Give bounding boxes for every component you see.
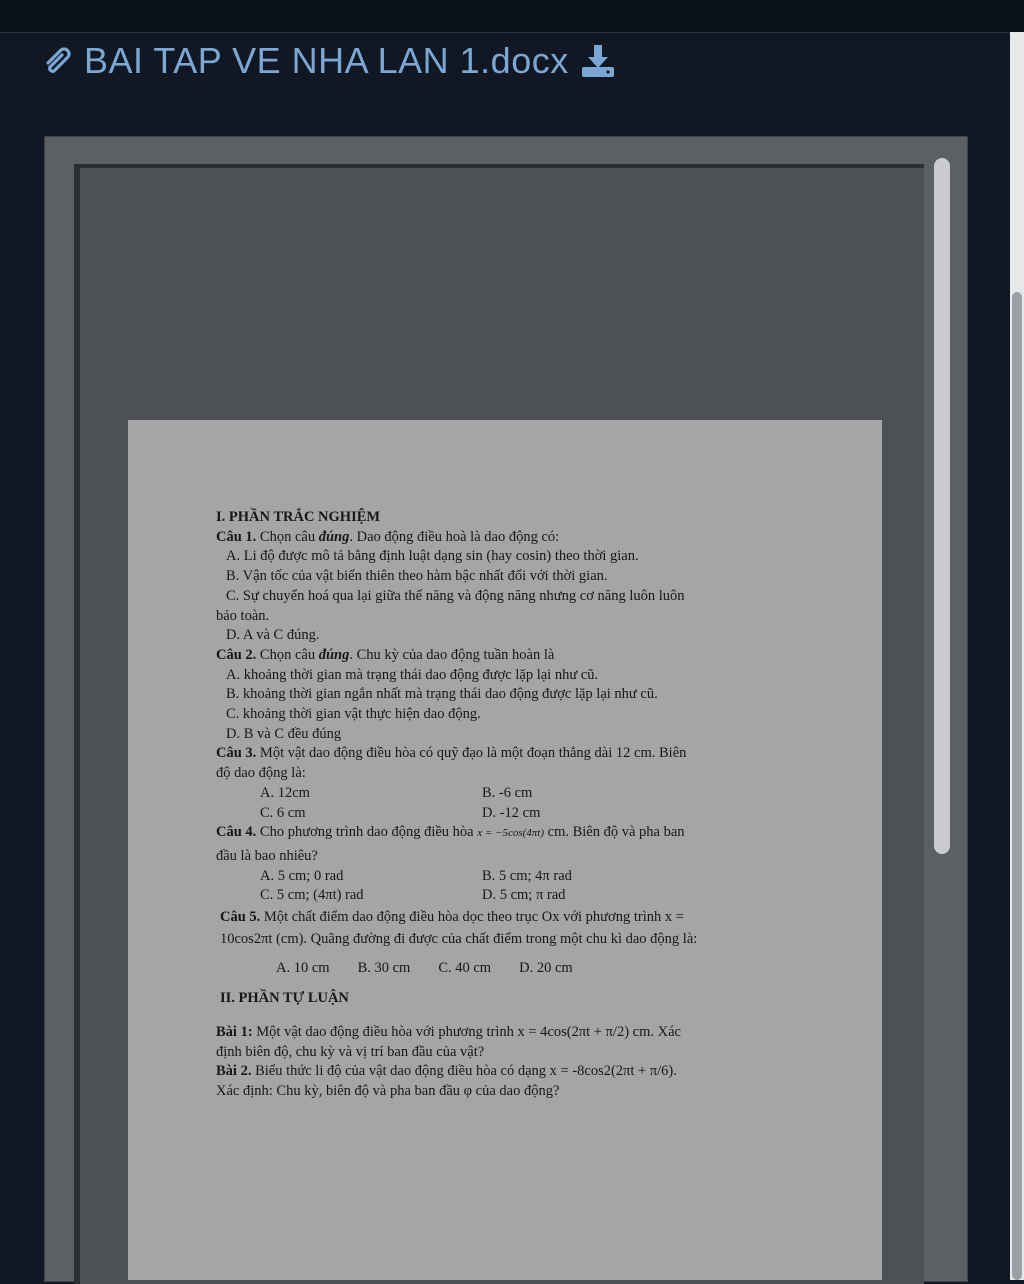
page-scrollbar-thumb[interactable]: [1012, 292, 1022, 1280]
answer-option: C. Sự chuyển hoá qua lại giữa thế năng và động năng nhưng cơ năng luôn luôn: [226, 587, 685, 604]
answer-option: C. khoảng thời gian vật thực hiện dao động.: [226, 706, 481, 723]
exercise-1-cont: định biên độ, chu kỳ và vị trí ban đầu của vật?: [216, 1043, 485, 1060]
answer-option: D. -12 cm: [482, 804, 541, 821]
viewer-scrollbar-thumb[interactable]: [934, 158, 950, 854]
answer-option: C. 40 cm: [438, 960, 492, 977]
question-5-cont: 10cos2πt (cm). Quãng đường đi được của chất điểm trong một chu kì dao động là:: [220, 930, 698, 947]
answer-option: D. 5 cm; π rad: [482, 887, 566, 904]
document-page: [128, 420, 882, 1280]
answer-option: A. Li độ được mô tả bằng định luật dạng sin (hay cosin) theo thời gian.: [226, 548, 639, 565]
answer-option-cont: bảo toàn.: [216, 607, 270, 624]
answer-option: D. B và C đều đúng: [226, 725, 342, 742]
answer-option: C. 6 cm: [260, 804, 306, 821]
top-bar: [0, 0, 1024, 33]
answer-option: B. -6 cm: [482, 784, 533, 801]
answer-option: B. 30 cm: [357, 960, 411, 977]
question-1: Câu 1. Chọn câu đúng. Dao động điều hoà là dao động có:: [216, 528, 560, 545]
section-title: I. PHẦN TRẮC NGHIỆM: [216, 509, 381, 525]
answer-row: [216, 959, 796, 979]
document-content: [216, 508, 796, 1102]
answer-option: D. A và C đúng.: [226, 627, 320, 644]
answer-option: A. 12cm: [260, 784, 310, 801]
exercise-1: Bài 1: Một vật dao động điều hòa với phương trình x = 4cos(2πt + π/2) cm. Xác: [216, 1023, 681, 1040]
answer-option: A. 10 cm: [276, 960, 330, 977]
question-2: Câu 2. Chọn câu đúng. Chu kỳ của dao động tuần hoàn là: [216, 646, 555, 663]
exercise-2: Bài 2. Biểu thức li độ của vật dao động điều hòa có dạng x = -8cos2(2πt + π/6).: [216, 1063, 677, 1080]
answer-option: B. Vận tốc của vật biến thiên theo hàm bậc nhất đối với thời gian.: [226, 568, 608, 585]
section-title: II. PHẦN TỰ LUẬN: [220, 990, 349, 1007]
question-3-cont: độ dao động là:: [216, 765, 306, 782]
question-4: Câu 4. Cho phương trình dao động điều hòa x = −5cos(4πt) cm. Biên độ và pha ban: [216, 824, 685, 841]
answer-option: D. 20 cm: [519, 960, 573, 977]
answer-option: A. 5 cm; 0 rad: [260, 867, 344, 884]
answer-row: [216, 886, 796, 906]
answer-option: C. 5 cm; (4πt) rad: [260, 887, 364, 904]
answer-row: [216, 804, 796, 824]
answer-option: B. 5 cm; 4π rad: [482, 867, 572, 884]
answer-row: [216, 784, 796, 804]
answer-option: B. khoảng thời gian ngắn nhất mà trạng thái dao động được lặp lại như cũ.: [226, 686, 658, 703]
file-header: [40, 36, 617, 86]
answer-row: [216, 867, 796, 887]
file-name-link[interactable]: BAI TAP VE NHA LAN 1.docx: [84, 40, 569, 81]
paperclip-icon: [40, 43, 76, 79]
exercise-2-cont: Xác định: Chu kỳ, biên độ và pha ban đầu φ của dao động?: [216, 1082, 560, 1099]
question-3: Câu 3. Một vật dao động điều hòa có quỹ đạo là một đoạn thẳng dài 12 cm. Biên: [216, 745, 687, 762]
answer-option: A. khoảng thời gian mà trạng thái dao động được lặp lại như cũ.: [226, 666, 599, 683]
question-5: Câu 5. Một chất điểm dao động điều hòa dọc theo trục Ox với phương trình x =: [220, 909, 684, 926]
question-4-cont: đầu là bao nhiêu?: [216, 847, 318, 864]
download-icon[interactable]: [579, 43, 617, 79]
